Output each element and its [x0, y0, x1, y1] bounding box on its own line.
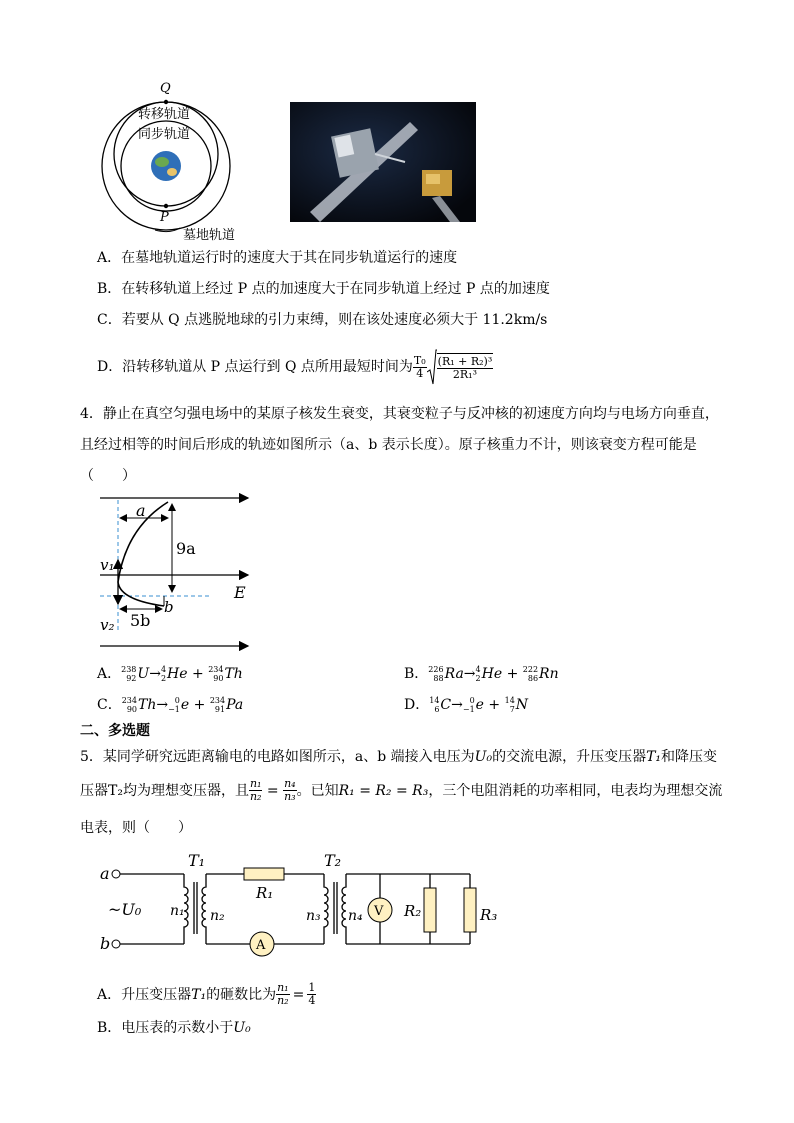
circuit-n3: n₃ — [306, 908, 321, 924]
q3-option-a: A．在墓地轨道运行时的速度大于其在同步轨道运行的速度 — [97, 250, 458, 266]
radical-fraction — [437, 353, 494, 381]
coef-num: T₀ — [413, 353, 426, 367]
circuit-u0: ~U₀ — [108, 900, 142, 919]
q5-line1-b: 的交流电源，升压变压器 — [492, 749, 647, 765]
label-b: b — [164, 598, 174, 616]
q4-option-a: A． 238 92 U→ 4 2 He + 234 90 Th — [97, 665, 243, 683]
decay-trajectory-figure — [96, 488, 256, 653]
q5-line1 — [80, 747, 717, 767]
q5-t1: T₁ — [646, 749, 662, 765]
q5-u0: U₀ — [474, 749, 493, 765]
q5-line3: 电表，则（ ） — [80, 820, 192, 836]
frac-n3: n₃ — [284, 790, 296, 803]
label-graveyard-orbit: 墓地轨道 — [183, 228, 236, 243]
q4-option-c: C． 234 90 Th→ 0 −1 e + 234 91 Pa — [97, 696, 244, 714]
q4-option-b: B． 226 88 Ra→ 4 2 He + 222 86 Rn — [404, 665, 559, 683]
circuit-n2: n₂ — [210, 908, 225, 924]
frac-n1: n₁ — [249, 777, 262, 790]
q5-option-a-t1: T₁ — [191, 986, 207, 1003]
label-v2: v₂ — [100, 616, 115, 634]
circuit-r3: R₃ — [480, 906, 498, 924]
q4-stem-line2: 且经过相等的时间后形成的轨迹如图所示（a、b 表示长度）。原子核重力不计，则该衰变方程可能是 — [80, 437, 697, 453]
circuit-n1: n₁ — [170, 903, 185, 919]
opt-a-eq: = — [292, 986, 305, 1003]
circuit-t1: T₁ — [188, 852, 206, 870]
opt-a-n2: n₂ — [277, 994, 289, 1007]
q5-line2-eq: R₁ = R₂ = R₃ — [338, 782, 429, 799]
q3-option-b: B．在转移轨道上经过 P 点的加速度大于在同步轨道上经过 P 点的加速度 — [97, 281, 550, 297]
label-5b: 5b — [130, 611, 151, 630]
q5-line2: 压器T₂均为理想变压器，且 $\frac{\text{n₁}}{\text{n₂}}$ = $\frac{\text{n₄}}{\text{n₃}}$ 。已知 R₁ = R₂ = R₃ ，三个电阻消耗的功率相同，电表均为理想交流 — [80, 777, 723, 803]
q5-line1-c: 和降压变 — [661, 749, 718, 765]
ratio-n4-n3 — [283, 778, 297, 803]
q4-option-c-label: C． — [97, 697, 122, 713]
circuit-r2: R₂ — [404, 902, 422, 920]
label-a: a — [136, 501, 146, 520]
opt-a-r-den: 4 — [308, 994, 316, 1007]
label-9a: 9a — [176, 539, 196, 558]
label-p: P — [160, 210, 169, 225]
q4-stem-line1: 4．静止在真空匀强电场中的某原子核发生衰变，其衰变粒子与反冲核的初速度方向均与电场方向垂直， — [80, 406, 719, 422]
q5-option-a-frac1 — [276, 982, 290, 1007]
circuit-voltmeter-label: V — [374, 904, 384, 919]
q3-option-c: C．若要从 Q 点逃脱地球的引力束缚，则在该处速度必须大于 11.2km/s — [97, 312, 548, 328]
q3-option-d — [97, 348, 493, 386]
q4-option-d-label: D． — [404, 697, 430, 713]
label-transfer-orbit: 转移轨道 — [138, 107, 191, 122]
frac-n2: n₂ — [249, 790, 262, 803]
q5-line2-a: 压器T₂均为理想变压器，且 — [80, 782, 249, 799]
rad-num: (R₁ + R₂)³ — [437, 355, 493, 368]
radical-icon — [427, 348, 437, 386]
q5-option-a-frac2 — [307, 982, 316, 1007]
q5-option-a-mid: 的砸数比为 — [206, 986, 277, 1003]
circuit-a: a — [100, 864, 110, 883]
q5-option-a — [97, 982, 316, 1007]
circuit-n4: n₄ — [348, 908, 363, 924]
q5-option-b-u0: U₀ — [233, 1020, 251, 1036]
q5-option-b — [97, 1018, 251, 1038]
q5-line2-c: ，三个电阻消耗的功率相同，电表均为理想交流 — [428, 782, 723, 799]
q5-option-a-text: A．升压变压器 — [97, 986, 192, 1003]
circuit-diagram — [98, 852, 518, 960]
label-v1: v₁ — [100, 556, 115, 574]
q4-option-a-label: A． — [97, 666, 122, 682]
circuit-b: b — [100, 934, 111, 953]
q5-line2-b: 。已知 — [296, 782, 339, 799]
q4-blank: （ ） — [80, 468, 136, 484]
q4-option-b-label: B． — [404, 666, 429, 682]
opt-a-n1: n₁ — [277, 981, 289, 994]
q5-line1-a: 5．某同学研究远距离输电的电路如图所示，a、b 端接入电压为 — [80, 749, 475, 765]
coef-fraction — [413, 355, 427, 380]
q5-option-b-text: B．电压表的示数小于 — [97, 1020, 234, 1036]
q3-option-d-text: D．沿转移轨道从 P 点运行到 Q 点所用最短时间为 — [97, 359, 413, 375]
circuit-t2: T₂ — [324, 852, 342, 870]
q4-option-d: D． 14 6 C→ 0 −1 e + 14 7 N — [404, 696, 529, 714]
section-title: 二、多选题 — [80, 723, 150, 739]
frac-n4: n₄ — [284, 777, 296, 790]
ratio-n1-n2 — [249, 778, 263, 803]
label-e: E — [234, 583, 246, 602]
circuit-ammeter-label: A — [256, 938, 266, 953]
circuit-r1: R₁ — [256, 884, 274, 902]
orbit-diagram — [100, 78, 270, 243]
opt-a-r-num: 1 — [308, 981, 316, 994]
rad-den: 2R₁³ — [452, 368, 478, 381]
coef-den: 4 — [416, 366, 424, 380]
label-sync-orbit: 同步轨道 — [138, 127, 191, 142]
satellite-photo — [290, 102, 476, 222]
label-q: Q — [160, 81, 171, 96]
